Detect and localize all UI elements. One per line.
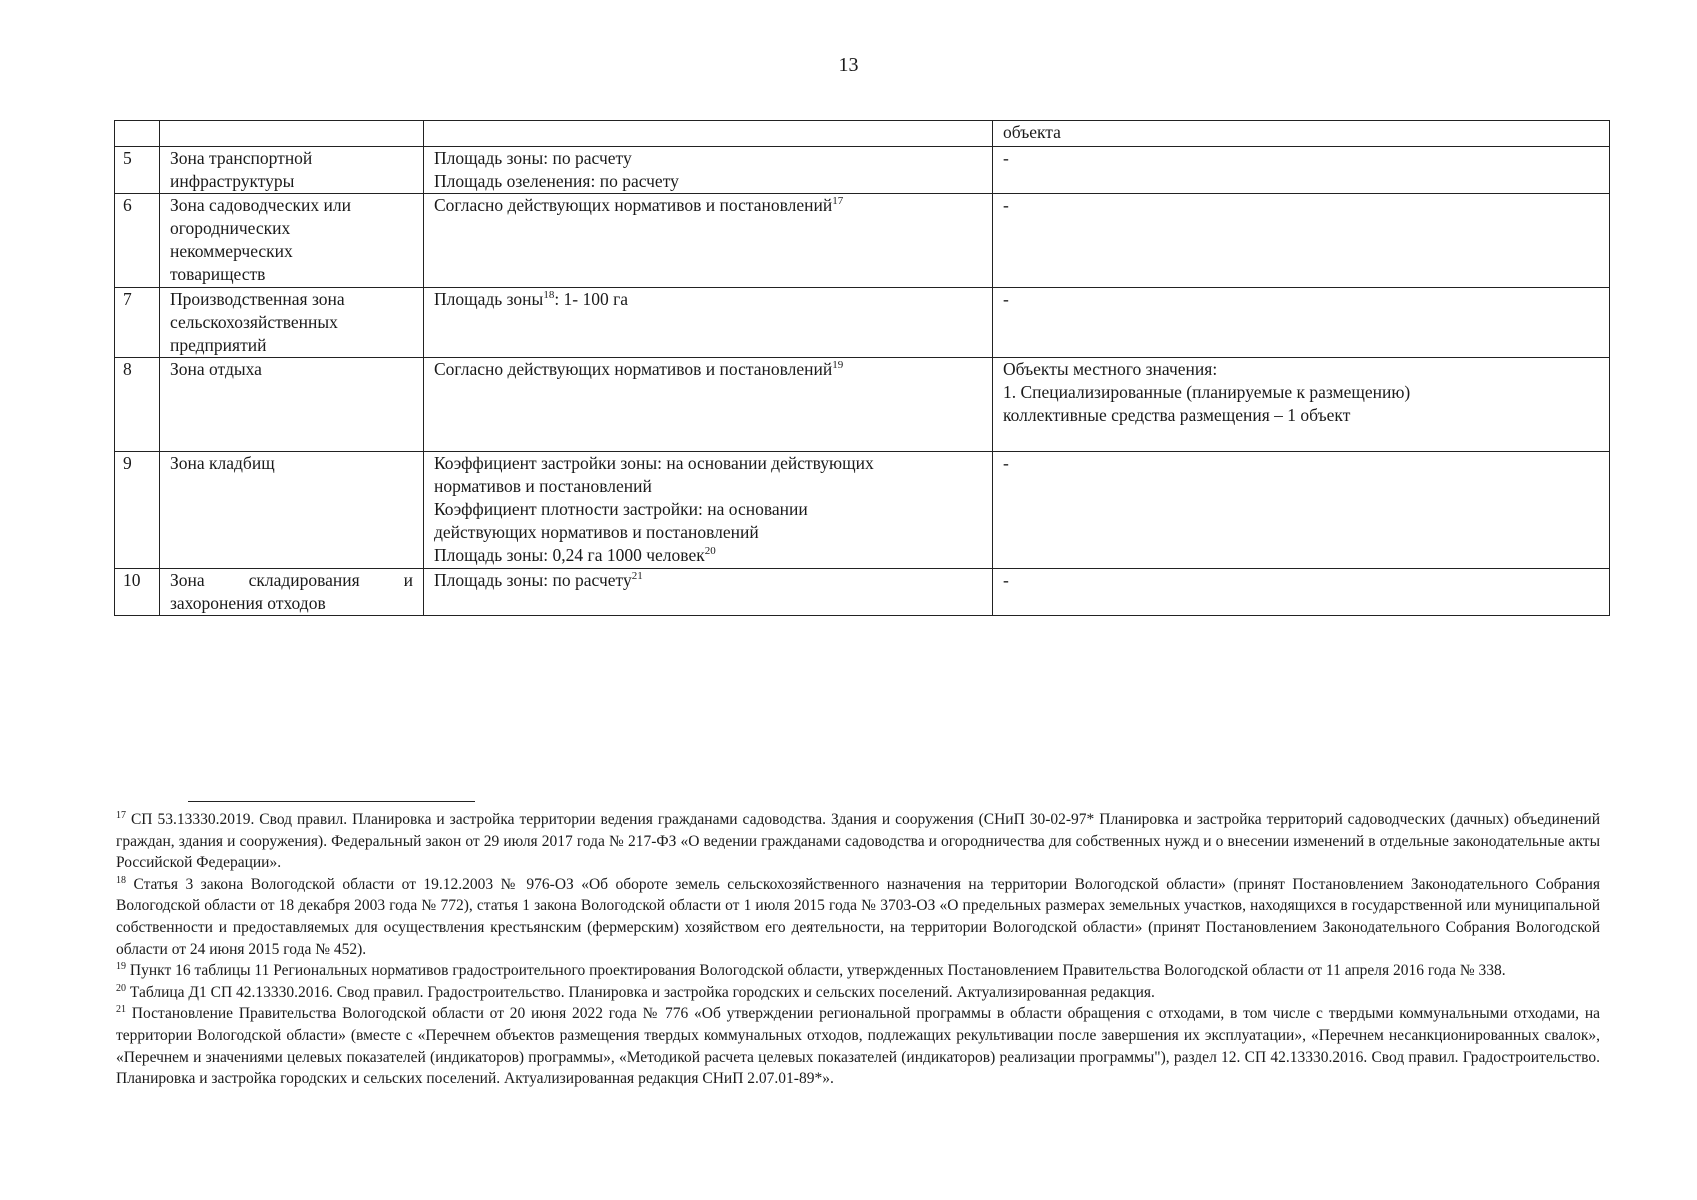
footnote bbox=[116, 1003, 1600, 1089]
footnote-ref: 17 bbox=[832, 195, 844, 208]
footnote bbox=[116, 982, 1600, 1004]
cell-num bbox=[115, 121, 160, 147]
zone-line: Производственная зона bbox=[170, 289, 345, 309]
objects-line: - bbox=[1003, 148, 1009, 168]
cell-num: 9 bbox=[115, 452, 160, 569]
cell-params bbox=[424, 288, 993, 358]
table-row bbox=[115, 358, 1610, 452]
footnote-ref: 21 bbox=[631, 570, 643, 583]
param-line: Площадь озеленения: по расчету bbox=[434, 171, 679, 191]
footnote bbox=[116, 960, 1600, 982]
param-line bbox=[434, 569, 982, 592]
param-text: Площадь зоны: по расчету bbox=[434, 570, 632, 590]
zone-line: Зона складирования и bbox=[170, 570, 413, 590]
objects-line: - bbox=[1003, 195, 1009, 215]
footnote-mark: 17 bbox=[116, 809, 126, 821]
footnote-text: Постановление Правительства Вологодской области от 20 июня 2022 года № 776 «Об утверждении региональной программы в области обращения с отходами, в том числе с твердыми коммунальными отходами, на территории Вологодской области» (вместе с «Перечнем объектов размещения твердых коммунальных отходов, подлежащих рекультивации после завершения их эксплуатации», «Перечнем несанкционированных свалок», «Перечнем и значениями целевых показателей (индикаторов) программы», «Методикой расчета целевых показателей (индикаторов) реализации программы"), раздел 12. СП 42.13330.2016. Свод правил. Градостроительство. Планировка и застройка городских и сельских поселений. Актуализированная редакция СНиП 2.07.01-89*». bbox=[116, 1005, 1600, 1088]
footnote bbox=[116, 874, 1600, 960]
footnote-mark: 19 bbox=[116, 961, 126, 972]
cell-params bbox=[424, 121, 993, 147]
zone-line: Зона отдыха bbox=[170, 359, 262, 379]
footnote-text: Пункт 16 таблицы 11 Региональных нормативов градостроительного проектирования Вологодской области, утвержденных Постановлением Правительства Вологодской области от 11 апреля 2016 года № 338. bbox=[129, 962, 1506, 980]
cell-params bbox=[424, 147, 993, 194]
footnote-mark: 21 bbox=[116, 1004, 126, 1016]
cell-zone bbox=[160, 569, 424, 616]
param-text: Площадь зоны bbox=[434, 289, 544, 309]
cell-zone bbox=[160, 147, 424, 194]
table-row bbox=[115, 452, 1610, 569]
footnote-ref: 19 bbox=[832, 359, 844, 372]
cell-params bbox=[424, 194, 993, 288]
param-line: Площадь зоны: по расчету bbox=[434, 148, 632, 168]
param-line: действующих нормативов и постановлений bbox=[434, 522, 759, 542]
cell-objects bbox=[993, 147, 1610, 194]
table-row bbox=[115, 194, 1610, 288]
cell-num: 6 bbox=[115, 194, 160, 288]
zone-line: товариществ bbox=[170, 264, 266, 284]
cell-num: 5 bbox=[115, 147, 160, 194]
zone-line: инфраструктуры bbox=[170, 171, 295, 191]
cell-zone bbox=[160, 452, 424, 569]
footnote-separator bbox=[188, 801, 475, 802]
zone-line: захоронения отходов bbox=[170, 593, 326, 613]
footnote-mark: 18 bbox=[116, 874, 126, 886]
param-text: : 1- 100 га bbox=[554, 289, 629, 309]
footnote-text: Таблица Д1 СП 42.13330.2016. Свод правил. Градостроительство. Планировка и застройка городских и сельских поселений. Актуализированная редакция. bbox=[129, 983, 1155, 1001]
param-line bbox=[434, 358, 982, 381]
param-line bbox=[434, 544, 982, 567]
footnote-mark: 20 bbox=[116, 982, 126, 994]
cell-params bbox=[424, 452, 993, 569]
table-row bbox=[115, 569, 1610, 616]
cell-objects bbox=[993, 452, 1610, 569]
table-row-carryover bbox=[115, 121, 1610, 147]
cell-zone bbox=[160, 288, 424, 358]
param-line: нормативов и постановлений bbox=[434, 476, 652, 496]
footnote-text: Статья 3 закона Вологодской области от 19.12.2003 № 976-ОЗ «Об обороте земель сельскохозяйственного назначения на территории Вологодской области» (принят Постановлением Законодательного Собрания Вологодской области от 18 декабря 2003 года № 772), статья 1 закона Вологодской области от 1 июля 2015 года № 3703-ОЗ «О предельных размерах земельных участков, находящихся в государственной или муниципальной собственности и предоставляемых для осуществления крестьянским (фермерским) хозяйством его деятельности, на территории Вологодской области» (принят Постановлением Законодательного Собрания Вологодской области от 24 июня 2015 года № 452). bbox=[116, 875, 1601, 958]
cell-objects bbox=[993, 194, 1610, 288]
zone-line: Зона кладбищ bbox=[170, 453, 275, 473]
footnote-ref: 20 bbox=[704, 545, 716, 558]
zone-line: Зона садоводческих или bbox=[170, 195, 351, 215]
footnote-ref: 18 bbox=[543, 289, 555, 302]
objects-line: - bbox=[1003, 453, 1009, 473]
objects-line: - bbox=[1003, 570, 1009, 590]
cell-zone bbox=[160, 358, 424, 452]
param-line: Коэффициент застройки зоны: на основании действующих bbox=[434, 453, 874, 473]
table-row bbox=[115, 288, 1610, 358]
objects-line: - bbox=[1003, 289, 1009, 309]
cell-num: 10 bbox=[115, 569, 160, 616]
param-text: Площадь зоны: 0,24 га 1000 человек bbox=[434, 545, 705, 565]
cell-num: 8 bbox=[115, 358, 160, 452]
page-number: 13 bbox=[838, 54, 859, 76]
cell-params bbox=[424, 358, 993, 452]
zones-table bbox=[114, 120, 1610, 616]
cell-objects bbox=[993, 288, 1610, 358]
objects-line: коллективные средства размещения – 1 объект bbox=[1003, 405, 1351, 425]
param-line bbox=[434, 288, 982, 311]
zone-line: огороднических bbox=[170, 218, 291, 238]
param-line bbox=[434, 194, 982, 217]
param-text: Согласно действующих нормативов и постановлений bbox=[434, 195, 833, 215]
cell-params bbox=[424, 569, 993, 616]
zone-line: сельскохозяйственных bbox=[170, 312, 338, 332]
cell-objects bbox=[993, 358, 1610, 452]
footnote-text: СП 53.13330.2019. Свод правил. Планировка и застройка территории ведения гражданами садоводства. Здания и сооружения (СНиП 30-02-97* Планировка и застройка территорий садоводческих (дачных) объединений граждан, здания и сооружения). Федеральный закон от 29 июля 2017 года № 217-ФЗ «О ведении гражданами садоводства и огородничества для собственных нужд и о внесении изменений в отдельные законодательные акты Российской Федерации». bbox=[116, 811, 1601, 872]
footnote bbox=[116, 809, 1600, 874]
objects-line: Объекты местного значения: bbox=[1003, 359, 1218, 379]
zone-line: предприятий bbox=[170, 335, 267, 355]
table-row bbox=[115, 147, 1610, 194]
cell-zone bbox=[160, 194, 424, 288]
param-line: Коэффициент плотности застройки: на основании bbox=[434, 499, 808, 519]
cell-objects bbox=[993, 569, 1610, 616]
zone-line: Зона транспортной bbox=[170, 148, 313, 168]
param-text: Согласно действующих нормативов и постановлений bbox=[434, 359, 833, 379]
footnotes bbox=[116, 809, 1600, 1090]
zone-line: некоммерческих bbox=[170, 241, 293, 261]
cell-objects bbox=[993, 121, 1610, 147]
objects-line: 1. Специализированные (планируемые к размещению) bbox=[1003, 382, 1411, 402]
objects-line: объекта bbox=[1003, 122, 1061, 142]
cell-num: 7 bbox=[115, 288, 160, 358]
cell-zone bbox=[160, 121, 424, 147]
